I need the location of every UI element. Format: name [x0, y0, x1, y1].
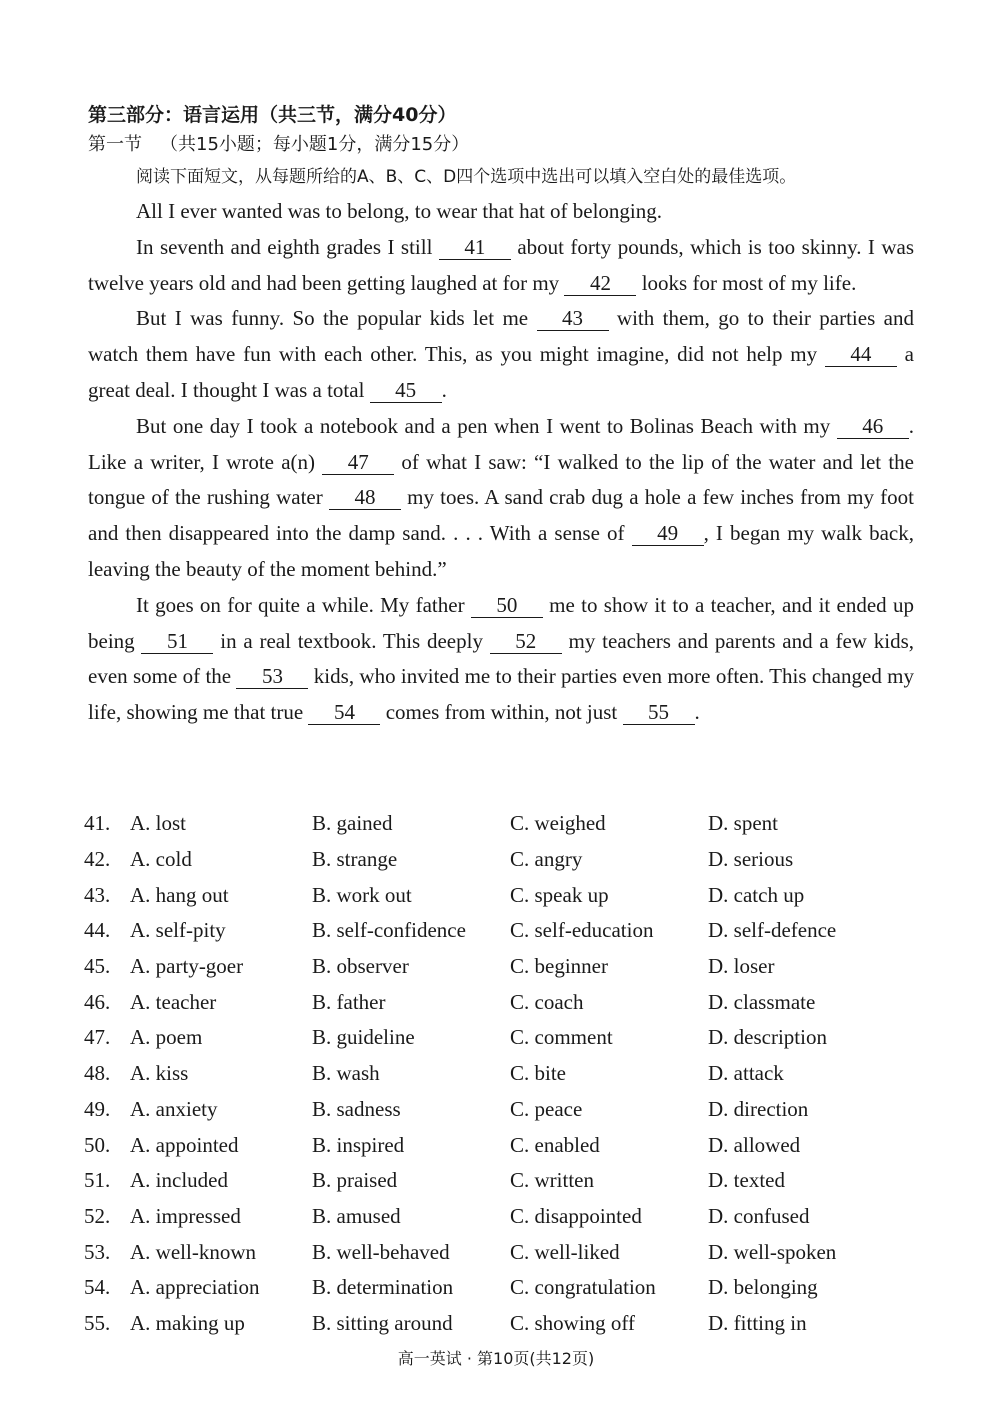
passage-text: about forty pounds, which is too skinny. I was twelve years old and had been getting laughed at for my	[88, 234, 915, 295]
option-c: C. congratulation	[510, 1275, 656, 1300]
option-b: B. determination	[312, 1275, 454, 1300]
option-a: A. self-pity	[130, 918, 226, 943]
option-d: D. texted	[708, 1168, 785, 1193]
option-b: B. observer	[312, 954, 409, 979]
passage-text: with them, go to their parties and watch them have fun with each other. This, as you might imagine, did not help my	[88, 306, 914, 367]
passage-text: comes from within, not just	[380, 700, 623, 725]
option-b: B. wash	[312, 1061, 380, 1086]
part-heading: 第三部分：语言运用（共三节，满分40分）	[88, 104, 457, 126]
question-45-options	[84, 949, 914, 985]
option-b: B. self-confidence	[312, 918, 466, 943]
blank-42: 42	[564, 271, 636, 296]
option-c: C. speak up	[510, 882, 609, 907]
passage-paragraph-3	[88, 301, 914, 408]
blank-47: 47	[322, 450, 394, 475]
option-d: D. self-defence	[708, 918, 837, 943]
question-54-options	[84, 1270, 914, 1306]
question-53-options	[84, 1234, 914, 1270]
option-d: D. description	[708, 1025, 827, 1050]
passage-text: .	[694, 700, 700, 725]
blank-49: 49	[632, 521, 704, 546]
passage-text: looks for most of my life.	[636, 270, 857, 295]
question-number: 43.	[84, 882, 111, 907]
option-a: A. lost	[130, 811, 187, 836]
blank-46: 46	[837, 414, 909, 439]
question-52-options	[84, 1199, 914, 1235]
question-number: 42.	[84, 847, 111, 872]
option-d: D. spent	[708, 811, 778, 836]
question-50-options	[84, 1127, 914, 1163]
passage-text: , I began my walk back, leaving the beauty of the moment behind.”	[88, 521, 914, 581]
option-b: B. sadness	[312, 1096, 401, 1121]
blank-48: 48	[329, 485, 401, 510]
option-d: D. attack	[708, 1061, 784, 1086]
question-55-options	[84, 1306, 914, 1342]
question-number: 50.	[84, 1132, 111, 1157]
option-a: A. anxiety	[130, 1096, 218, 1121]
blank-43: 43	[537, 306, 609, 331]
option-d: D. catch up	[708, 882, 805, 907]
option-d: D. serious	[708, 847, 794, 872]
passage-paragraph-4	[88, 409, 914, 588]
question-44-options	[84, 913, 914, 949]
question-49-options	[84, 1092, 914, 1128]
question-47-options	[84, 1020, 914, 1056]
option-b: B. amused	[312, 1203, 401, 1228]
option-b: B. guideline	[312, 1025, 415, 1050]
question-number: 54.	[84, 1275, 111, 1300]
option-b: B. well-behaved	[312, 1239, 450, 1264]
passage-paragraph-1: All I ever wanted was to belong, to wear that hat of belonging.	[136, 199, 663, 223]
option-a: A. appointed	[130, 1132, 239, 1157]
option-d: D. fitting in	[708, 1310, 807, 1335]
option-b: B. father	[312, 989, 386, 1014]
option-c: C. weighed	[510, 811, 606, 836]
option-a: A. cold	[130, 847, 192, 872]
option-c: C. self-education	[510, 918, 654, 943]
passage-text: .	[441, 377, 447, 402]
exam-page-body	[88, 100, 914, 731]
passage-text: In seventh and eighth grades I still	[136, 234, 439, 259]
question-46-options	[84, 984, 914, 1020]
blank-50: 50	[471, 593, 543, 618]
question-51-options	[84, 1163, 914, 1199]
question-48-options	[84, 1056, 914, 1092]
blank-44: 44	[825, 342, 897, 367]
question-42-options	[84, 842, 914, 878]
passage-text: a great deal. I thought I was a total	[88, 342, 914, 402]
blank-51: 51	[141, 629, 213, 654]
question-41-options	[84, 806, 914, 842]
option-d: D. belonging	[708, 1275, 818, 1300]
option-d: D. confused	[708, 1203, 810, 1228]
page-footer: 高一英试 · 第10页(共12页)	[397, 1349, 595, 1368]
question-number: 51.	[84, 1168, 111, 1193]
option-d: D. loser	[708, 954, 775, 979]
option-c: C. disappointed	[510, 1203, 642, 1228]
option-a: A. poem	[130, 1025, 203, 1050]
passage-text: . Like a writer, I wrote a(n)	[88, 413, 914, 474]
blank-54: 54	[308, 700, 380, 725]
option-a: A. party-goer	[130, 954, 244, 979]
question-number: 55.	[84, 1310, 111, 1335]
question-number: 47.	[84, 1025, 111, 1050]
passage-text: me to show it to a teacher, and it ended up being	[88, 592, 914, 653]
question-43-options	[84, 877, 914, 913]
option-b: B. work out	[312, 882, 412, 907]
passage-text: kids, who invited me to their parties even more often. This changed my life, showing me that true	[88, 664, 914, 725]
option-c: C. beginner	[510, 954, 608, 979]
option-c: C. written	[510, 1168, 594, 1193]
section-label: 第一节	[88, 134, 142, 155]
option-a: A. teacher	[130, 989, 217, 1014]
question-number: 52.	[84, 1203, 111, 1228]
option-b: B. gained	[312, 811, 393, 836]
option-d: D. classmate	[708, 989, 816, 1014]
blank-45: 45	[370, 378, 442, 403]
option-b: B. strange	[312, 847, 398, 872]
passage-paragraph-2	[88, 230, 914, 302]
answer-options	[84, 806, 914, 1341]
option-a: A. hang out	[130, 882, 229, 907]
option-c: C. well-liked	[510, 1239, 620, 1264]
option-d: D. direction	[708, 1096, 809, 1121]
passage-text: But one day I took a notebook and a pen when I went to Bolinas Beach with my	[136, 413, 837, 438]
section-heading	[88, 130, 914, 160]
option-d: D. allowed	[708, 1132, 801, 1157]
option-a: A. included	[130, 1168, 228, 1193]
option-c: C. comment	[510, 1025, 613, 1050]
question-number: 53.	[84, 1239, 111, 1264]
option-b: B. sitting around	[312, 1310, 453, 1335]
option-b: B. inspired	[312, 1132, 405, 1157]
question-number: 46.	[84, 989, 111, 1014]
blank-41: 41	[439, 235, 511, 260]
passage-paragraph-5	[88, 588, 914, 731]
passage-text: my toes. A sand crab dug a hole a few inches from my foot and then disappeared into the damp sand. . . . With a sense of	[88, 485, 914, 546]
passage-text: But I was funny. So the popular kids let me	[136, 306, 537, 331]
option-d: D. well-spoken	[708, 1239, 837, 1264]
question-number: 44.	[84, 918, 111, 943]
option-c: C. peace	[510, 1096, 583, 1121]
option-a: A. kiss	[130, 1061, 189, 1086]
section-detail: （共15小题；每小题1分，满分15分）	[160, 134, 470, 155]
option-c: C. bite	[510, 1061, 566, 1086]
option-c: C. angry	[510, 847, 583, 872]
option-c: C. enabled	[510, 1132, 600, 1157]
passage-text: my teachers and parents and a few kids, even some of the	[88, 628, 915, 689]
passage-text: It goes on for quite a while. My father	[136, 592, 471, 617]
option-a: A. making up	[130, 1310, 245, 1335]
option-a: A. appreciation	[130, 1275, 260, 1300]
option-b: B. praised	[312, 1168, 398, 1193]
instructions: 阅读下面短文，从每题所给的A、B、C、D四个选项中选出可以填入空白处的最佳选项。	[136, 167, 797, 187]
option-a: A. well-known	[130, 1239, 256, 1264]
question-number: 49.	[84, 1096, 111, 1121]
passage-text: of what I saw: “I walked to the lip of the water and let the tongue of the rushing water	[88, 449, 914, 510]
question-number: 48.	[84, 1061, 111, 1086]
question-number: 45.	[84, 954, 111, 979]
option-a: A. impressed	[130, 1203, 241, 1228]
passage-text: in a real textbook. This deeply	[213, 628, 490, 653]
option-c: C. coach	[510, 989, 584, 1014]
question-number: 41.	[84, 811, 111, 836]
blank-52: 52	[490, 629, 562, 654]
blank-55: 55	[623, 700, 695, 725]
cloze-passage	[88, 194, 914, 731]
option-c: C. showing off	[510, 1310, 636, 1335]
blank-53: 53	[236, 664, 308, 689]
